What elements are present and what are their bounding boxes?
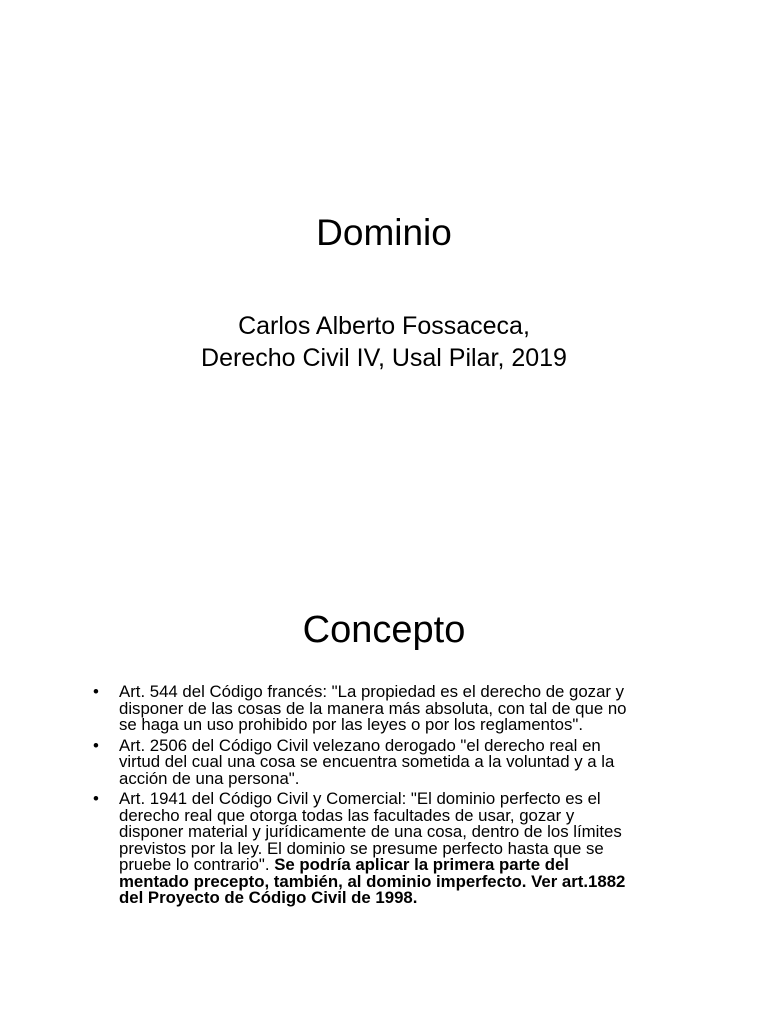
bullet-marker: •: [93, 789, 99, 808]
bullet-text-line: disponer material y jurídicamente de una cosa, dentro de los límites: [119, 822, 622, 841]
bullet-item-art-544: [93, 684, 693, 734]
slide-title-concepto: Concepto: [302, 609, 466, 651]
bullet-text-bold: Se podría aplicar la primera parte del: [274, 855, 569, 874]
bullet-marker: •: [93, 682, 99, 701]
slide-title-dominio: Dominio: [316, 212, 452, 253]
subtitle-course: Derecho Civil IV, Usal Pilar, 2019: [201, 344, 567, 372]
bullet-text-line: virtud del cual una cosa se encuentra sometida a la voluntad y a la: [119, 752, 615, 771]
bullet-item-art-2506: [93, 735, 693, 788]
bullet-item-art-1941: [93, 791, 693, 907]
bullet-text-line: Art. 544 del Código francés: "La propiedad es el derecho de gozar y: [119, 682, 625, 701]
bullet-marker: •: [93, 735, 99, 755]
slide-subtitle: [0, 310, 768, 374]
bullet-text-line: acción de una persona".: [119, 768, 300, 788]
bullet-text-bold-line: mentado precepto, también, al dominio imperfecto. Ver art.1882: [119, 871, 626, 891]
bullet-list: [93, 684, 693, 911]
bullet-text-line: previstos por la ley. El dominio se presume perfecto hasta que se: [119, 838, 604, 858]
bullet-text-line: disponer de las cosas de la manera más absoluta, con tal de que no: [119, 698, 627, 718]
bullet-text-line: se haga un uso prohibido por las leyes o por los reglamentos".: [119, 715, 583, 734]
bullet-text-line: Art. 1941 del Código Civil y Comercial: "El dominio perfecto es el: [119, 789, 601, 808]
bullet-text-bold-line: del Proyecto de Código Civil de 1998.: [119, 888, 418, 907]
bullet-text-line: Art. 2506 del Código Civil velezano derogado "el derecho real en: [119, 735, 601, 755]
bullet-text-line: derecho real que otorga todas las facultades de usar, gozar y: [119, 805, 575, 825]
subtitle-author: Carlos Alberto Fossaceca,: [238, 312, 530, 340]
bullet-text-plain: pruebe lo contrario".: [119, 855, 275, 874]
